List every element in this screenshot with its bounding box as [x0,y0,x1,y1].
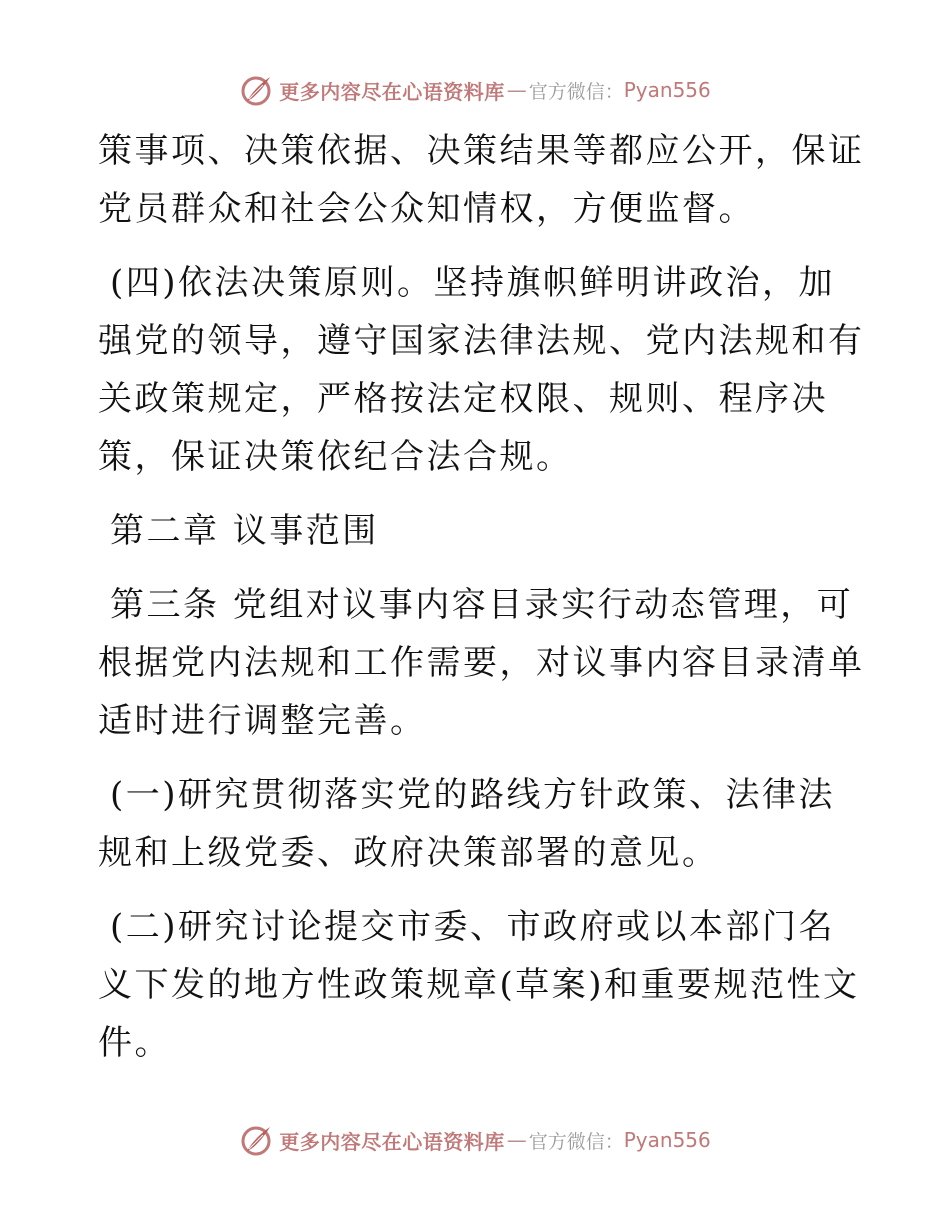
watermark-text: 更多内容尽在心语资料库 [279,79,505,104]
feather-logo-icon [239,1123,273,1157]
watermark-id: Pyan556 [623,1128,711,1152]
item-one: (一)研究贯彻落实党的路线方针政策、法律法规和上级党委、政府决策部署的意见。 [98,775,836,873]
chapter-heading: 第二章 议事范围 [110,511,379,551]
paragraph-continuation: 策事项、决策依据、决策结果等都应公开，保证党员群众和社会公众知情权，方便监督。 [98,131,865,229]
watermark-label: 官方微信： [528,80,624,103]
document-body [98,122,868,1088]
watermark-dash: — [506,78,527,102]
item-two: (二)研究讨论提交市委、市政府或以本部门名义下发的地方性政策规章(草案)和重要规范性文件。 [98,907,860,1063]
feather-logo-icon [239,73,273,107]
footer-watermark [0,1120,950,1160]
paragraph-principle-four: (四)依法决策原则。坚持旗帜鲜明讲政治，加强党的领导，遵守国家法律法规、党内法规和有关政策规定，严格按法定权限、规则、程序决策，保证决策依纪合法合规。 [98,263,865,477]
watermark-id: Pyan556 [623,78,711,102]
header-watermark [0,70,950,110]
watermark-dash: — [506,1128,527,1152]
article-three: 第三条 党组对议事内容目录实行动态管理，可根据党内法规和工作需要，对议事内容目录清单适时进行调整完善。 [98,585,865,741]
watermark-label: 官方微信： [528,1130,624,1153]
watermark-text: 更多内容尽在心语资料库 [279,1129,505,1154]
